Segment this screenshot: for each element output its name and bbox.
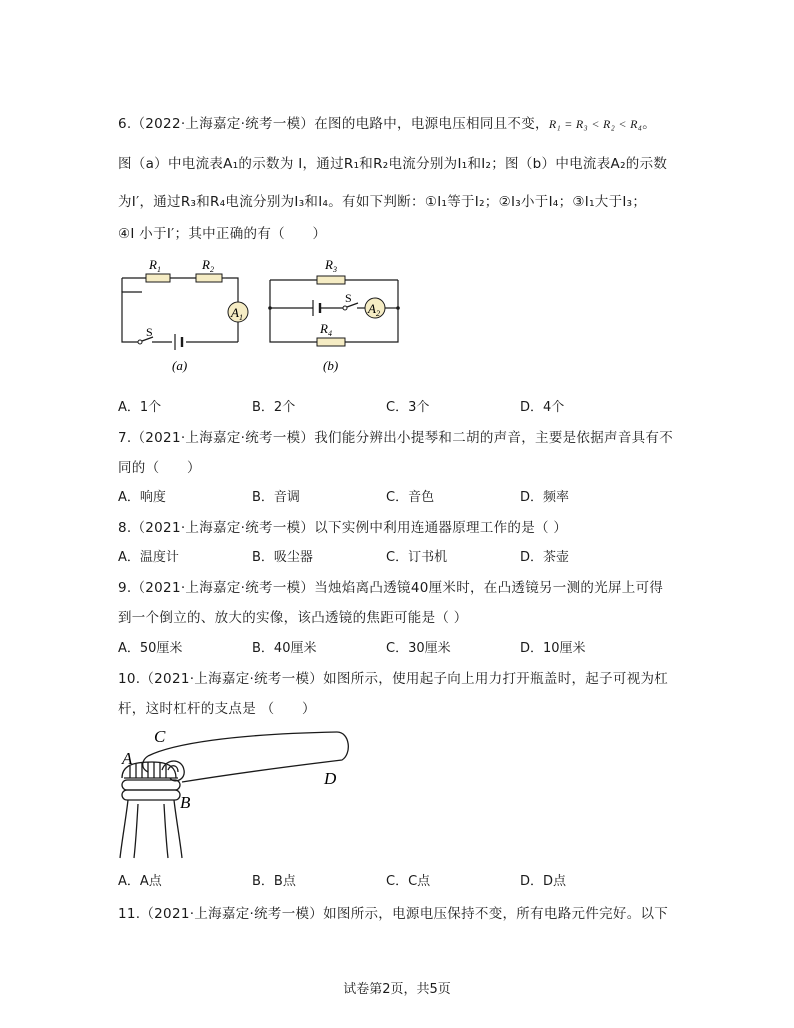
svg-text:R4: $R_4$ — [320, 321, 332, 338]
q6-line1: 6.（2022·上海嘉定·统考一模）在图的电路中，电源电压相同且不变，R₁ = R₃ < R₂ < R₄。 — [118, 116, 657, 132]
q8-option-d[interactable]: D．茶壶 — [520, 550, 570, 565]
q6-option-d[interactable]: D．4个 — [520, 400, 565, 415]
q6-formula: R₁ = R₃ < R₂ < R₄ — [548, 117, 643, 131]
q11-line1: 11.（2021·上海嘉定·统考一模）如图所示，电源电压保持不变，所有电路元件完好。以下 — [118, 906, 669, 922]
resistor-r4 — [317, 338, 345, 346]
q7-option-c[interactable]: C．音色 — [386, 490, 435, 505]
svg-text:D: D — [324, 769, 337, 788]
circuit-a-figure — [112, 250, 257, 380]
svg-text:(b): (b) — [323, 358, 339, 373]
resistor-r1 — [146, 274, 170, 282]
q10-option-a[interactable]: A．A点 — [118, 874, 162, 889]
q8-option-b[interactable]: B．吸尘器 — [252, 550, 313, 565]
q9-option-b[interactable]: B．40厘米 — [252, 641, 317, 656]
q7-option-d[interactable]: D．频率 — [520, 490, 570, 505]
svg-text:S: S — [345, 291, 352, 305]
svg-text:B: B — [180, 793, 191, 812]
q10-line2: 杆，这时杠杆的支点是 （ ） — [118, 701, 316, 717]
q6-line4: ④I 小于I′；其中正确的有（ ） — [118, 226, 327, 242]
svg-text:R1: $R_1$ — [149, 257, 161, 274]
q7-option-a[interactable]: A．响度 — [118, 490, 166, 505]
q6-option-b[interactable]: B．2个 — [252, 400, 296, 415]
svg-text:R2: $R_2$ — [202, 257, 214, 274]
q8-option-c[interactable]: C．订书机 — [386, 550, 448, 565]
svg-text:S: S — [146, 325, 153, 339]
q6-option-a[interactable]: A．1个 — [118, 400, 162, 415]
q9-option-d[interactable]: D．10厘米 — [520, 641, 586, 656]
q10-line1: 10.（2021·上海嘉定·统考一模）如图所示，使用起子向上用力打开瓶盖时，起子可视为杠 — [118, 671, 669, 687]
q7-line1: 7.（2021·上海嘉定·统考一模）我们能分辨出小提琴和二胡的声音，主要是依据声音具有不 — [118, 430, 674, 446]
svg-text:A1: $A_1$ — [231, 305, 243, 322]
q10-option-c[interactable]: C．C点 — [386, 874, 431, 889]
q6-line2: 图（a）中电流表A₁的示数为 I，通过R₁和R₂电流分别为I₁和I₂；图（b）中电流表A₂的示数 — [118, 156, 668, 172]
page-footer: 试卷第2页，共5页 — [343, 982, 451, 997]
svg-text:(a): (a) — [172, 358, 188, 373]
q9-line1: 9.（2021·上海嘉定·统考一模）当烛焰离凸透镜40厘米时，在凸透镜另一测的光屏上可得 — [118, 580, 664, 596]
svg-text:A: A — [122, 749, 133, 768]
svg-text:R3: $R_3$ — [325, 257, 337, 274]
q9-line2: 到一个倒立的、放大的实像，该凸透镜的焦距可能是（ ） — [118, 610, 468, 626]
q7-option-b[interactable]: B．音调 — [252, 490, 300, 505]
q8-option-a[interactable]: A．温度计 — [118, 550, 179, 565]
q8-line1: 8.（2021·上海嘉定·统考一模）以下实例中利用连通器原理工作的是（ ） — [118, 520, 568, 536]
circuit-b-figure — [265, 250, 410, 380]
bottle-opener-figure — [112, 722, 362, 862]
q10-option-d[interactable]: D．D点 — [520, 874, 567, 889]
q9-option-c[interactable]: C．30厘米 — [386, 641, 451, 656]
q9-option-a[interactable]: A．50厘米 — [118, 641, 183, 656]
svg-text:A2: $A_2$ — [368, 301, 380, 318]
resistor-r3 — [317, 276, 345, 284]
q7-line2: 同的（ ） — [118, 460, 201, 476]
q6-line3: 为I′，通过R₃和R₄电流分别为I₃和I₄。有如下判断：①I₁等于I₂；②I₃小于I₄；③I₁大于I₃； — [118, 194, 647, 210]
resistor-r2 — [196, 274, 222, 282]
q10-option-b[interactable]: B．B点 — [252, 874, 296, 889]
svg-text:C: C — [154, 727, 166, 746]
q6-option-c[interactable]: C．3个 — [386, 400, 430, 415]
